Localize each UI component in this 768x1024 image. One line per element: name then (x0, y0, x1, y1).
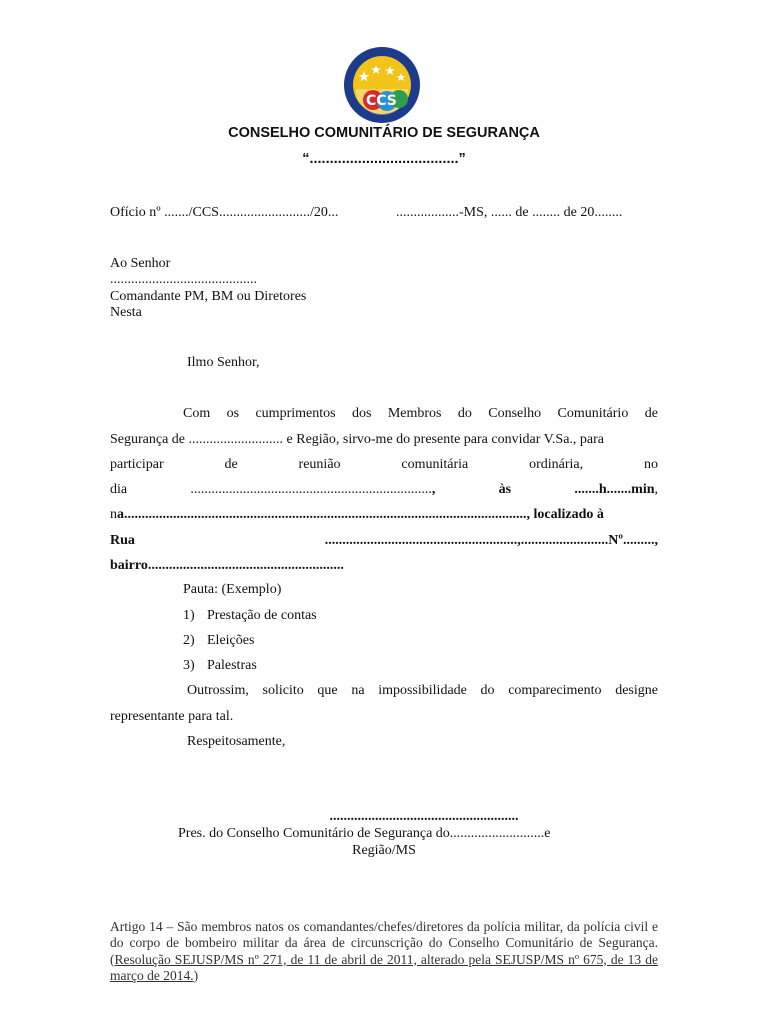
body-line-3: participar de reunião comunitária ordinária, no (110, 457, 658, 472)
body-line-6: Rua .......................................................,.........................Nº........., (110, 533, 658, 548)
body-line-1: Com os cumprimentos dos Membros do Conselho Comunitário de (183, 406, 658, 421)
body-line-2: Segurança de ........................... e Região, sirvo-me do presente para convidar V.Sa., para (110, 432, 605, 447)
recipient-greeting: Ao Senhor (110, 256, 171, 271)
pauta-label: Pauta: (Exemplo) (183, 582, 282, 597)
list-item: 2) Eleições (183, 633, 255, 648)
body-line-5: na..................................................................................................................., localizado à (110, 507, 604, 522)
list-item: 1) Prestação de contas (183, 608, 317, 623)
oficio-place-date: ..................-MS, ...... de ........ de 20........ (396, 205, 623, 220)
resolution-reference: Resolução SEJUSP/MS nº 271, de 11 de abril de 2011, alterado pela SEJUSP/MS nº 675, de 13 de março de 2014. (110, 951, 658, 983)
page-title: CONSELHO COMUNITÁRIO DE SEGURANÇA (228, 125, 540, 141)
regards: Respeitosamente, (187, 734, 286, 749)
council-logo (340, 45, 424, 125)
recipient-role: Comandante PM, BM ou Diretores (110, 289, 307, 304)
recipient-city: Nesta (110, 305, 142, 320)
list-item: 3) Palestras (183, 658, 257, 673)
footer-note: Artigo 14 – São membros natos os comandantes/chefes/diretores da polícia militar, da polícia civil e do corpo de bombeiro militar da área de circunscrição do Conselho Comunitário de Segurança. (Resolução SEJUSP/MS nº 271, de 11 de abril de 2011, alterado pela SEJUSP/MS nº 675, de 13 de março de 2014.) (110, 919, 658, 983)
recipient-name: .......................................... (110, 272, 257, 287)
salutation: Ilmo Senhor, (187, 355, 260, 370)
closing-line-1: Outrossim, solicito que na impossibilidade do comparecimento designe (187, 683, 658, 698)
council-name-placeholder: “.....................................” (302, 151, 466, 167)
oficio-number: Ofício nº ......./CCS........................../20... (110, 205, 339, 220)
signature-line: ...................................................... (329, 809, 519, 824)
body-line-7: bairro........................................................ (110, 558, 344, 573)
signature-title: Pres. do Conselho Comunitário de Segurança do...........................e (178, 826, 551, 841)
signature-region: Região/MS (352, 843, 416, 858)
body-line-4: dia ....................................................................., às .......h.......min, (110, 482, 658, 497)
logo-letters: CCS (366, 93, 397, 109)
closing-line-2: representante para tal. (110, 709, 234, 724)
